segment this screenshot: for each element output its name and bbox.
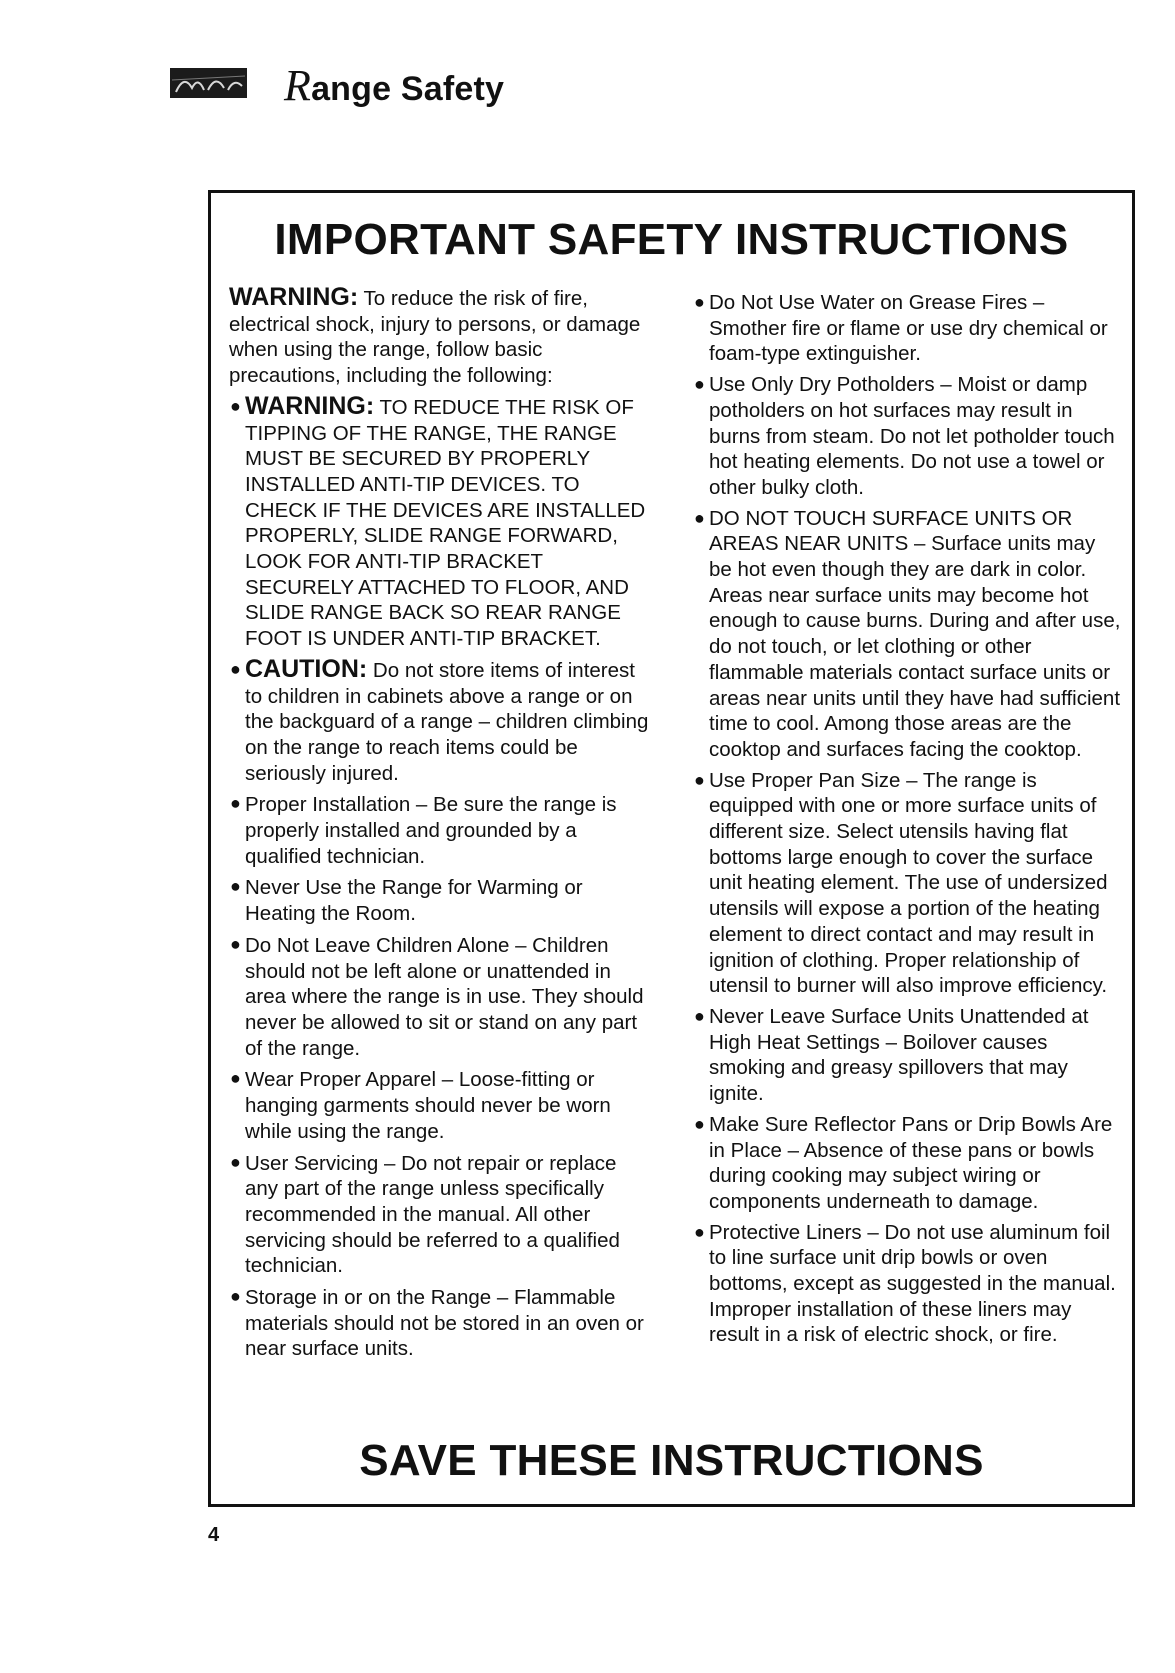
instruction-item [229, 1150, 654, 1280]
bullet-icon: ● [694, 1113, 705, 1134]
bullet-icon: ● [230, 1151, 241, 1172]
instruction-text: Use Only Dry Potholders – Moist or damp potholders on hot surfaces may result in burns from steam. Do not let potholder touch hot heating elements. Do not use a towel or other bulky cloth. [709, 373, 1115, 499]
bullet-icon: ● [694, 769, 705, 790]
box-title: IMPORTANT SAFETY INSTRUCTIONS [274, 215, 1069, 264]
bullet-icon: ● [230, 1286, 241, 1307]
bullet-icon: ● [694, 1221, 705, 1242]
instruction-lead: CAUTION: [245, 654, 368, 683]
instruction-text: Do Not Leave Children Alone – Children should not be left alone or unattended in area where the range is in use. They should never be allowed to sit or stand on any part of the range. [245, 933, 644, 1060]
instruction-item [693, 1220, 1123, 1349]
page-number: 4 [208, 1524, 220, 1546]
left-items [229, 391, 654, 1362]
instruction-item [693, 506, 1123, 763]
save-instructions-title: SAVE THESE INSTRUCTIONS [359, 1436, 984, 1485]
safety-instructions-box [208, 190, 1135, 1507]
instruction-item [229, 1066, 654, 1144]
instruction-item [229, 874, 654, 926]
instruction-item [229, 654, 654, 787]
bullet-icon: ● [694, 1005, 705, 1026]
instruction-item [229, 932, 654, 1062]
instruction-text: Do not store items of interest to children in cabinets above a range or on the backguard of a range – children climbing on the range to reach items could be seriously injured. [245, 658, 649, 785]
instruction-item [693, 372, 1123, 501]
instruction-text: Wear Proper Apparel – Loose-fitting or hanging garments should never be worn while using the range. [245, 1068, 611, 1143]
instruction-text: Never Use the Range for Warming or Heating the Room. [245, 876, 583, 926]
instruction-item [229, 791, 654, 869]
instruction-text: Storage in or on the Range – Flammable materials should not be stored in an oven or near surface units. [245, 1286, 644, 1361]
instruction-text: Protective Liners – Do not use aluminum foil to line surface unit drip bowls or oven bottoms, except as suggested in the manual. Improper installation of these liners may result in a risk of electric shock, or fire. [709, 1220, 1116, 1347]
bullet-icon: ● [230, 658, 241, 679]
intro-warning: WARNING: To reduce the risk of fire, electrical shock, injury to persons, or damage when using the range, follow basic precautions, including the following: [229, 283, 641, 388]
instruction-item [693, 1112, 1123, 1215]
bullet-icon: ● [230, 876, 241, 897]
bullet-icon: ● [694, 292, 705, 312]
instruction-item [693, 768, 1123, 999]
bullet-icon: ● [230, 1068, 241, 1089]
instruction-item [693, 1004, 1123, 1107]
bullet-icon: ● [230, 933, 241, 954]
bullet-icon: ● [694, 374, 705, 395]
page-header-title: Range Safety [284, 61, 505, 110]
bullet-icon: ● [230, 793, 241, 814]
instruction-item [229, 391, 654, 652]
instruction-text: Use Proper Pan Size – The range is equipped with one or more surface units of different size. Select utensils having flat bottoms large enough to cover the surface unit heating element. The use of undersized utensils will expose a portion of the heating element to direct contact and may result in ignition of clothing. Proper relationship of utensil to burner will also improve efficiency. [709, 768, 1108, 998]
instruction-text: Proper Installation – Be sure the range is properly installed and grounded by a qualified technician. [245, 793, 617, 868]
instruction-text: User Servicing – Do not repair or replace any part of the range unless specifically recommended in the manual. All other servicing should be referred to a qualified technician. [245, 1151, 620, 1278]
left-column [229, 285, 654, 1362]
instruction-item [229, 1284, 654, 1362]
instruction-text: Never Leave Surface Units Unattended at High Heat Settings – Boilover causes smoking and greasy spillovers that may ignite. [709, 1004, 1089, 1106]
instruction-text: DO NOT TOUCH SURFACE UNITS OR AREAS NEAR UNITS – Surface units may be hot even though they are dark in color. Areas near surface units may become hot enough to cause burns. During and after use, do not touch, or let clothing or other flammable materials contact surface units or areas near units until they have had sufficient time to cool. Among those areas are the cooktop and surfaces facing the cooktop. [709, 506, 1121, 761]
instruction-item [693, 290, 1123, 367]
instruction-text: Make Sure Reflector Pans or Drip Bowls Are in Place – Absence of these pans or bowls during cooking may subject wiring or components underneath to damage. [709, 1112, 1113, 1213]
right-column [693, 285, 1123, 1348]
instruction-text: Do Not Use Water on Grease Fires – Smother fire or flame or use dry chemical or foam-type extinguisher. [709, 291, 1108, 366]
right-items [693, 290, 1123, 1348]
instruction-text: TO REDUCE THE RISK OF TIPPING OF THE RANGE, THE RANGE MUST BE SECURED BY PROPERLY INSTALLED ANTI-TIP DEVICES. TO CHECK IF THE DEVICES ARE INSTALLED PROPERLY, SLIDE RANGE FORWARD, LOOK FOR ANTI-TIP BRACKET SECURELY ATTACHED TO FLOOR, AND SLIDE RANGE BACK SO REAR RANGE FOOT IS UNDER ANTI-TIP BRACKET. [245, 395, 646, 651]
brand-logo [170, 68, 247, 98]
instruction-lead: WARNING: [245, 391, 375, 420]
bullet-icon: ● [694, 507, 705, 528]
bullet-icon: ● [230, 395, 241, 416]
